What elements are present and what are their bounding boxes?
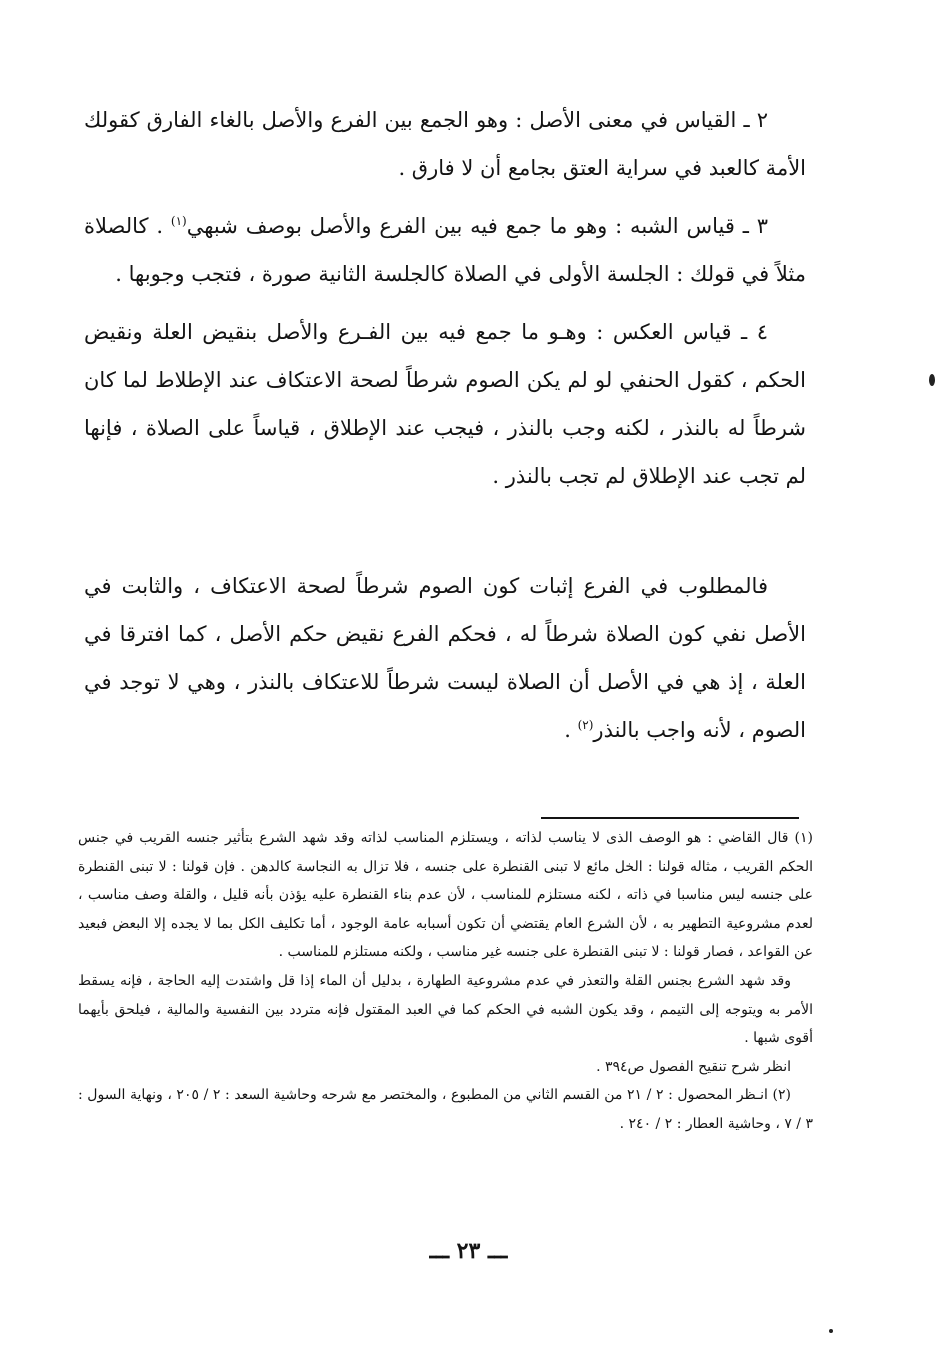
paragraph-text: . <box>564 718 578 742</box>
scan-mark <box>829 1329 833 1333</box>
paragraph-analogy-meaning: ٢ ـ القياس في معنى الأصل : وهو الجمع بين الفرع والأصل بالغاء الفارق كقولك الأمة كالعبد في سراية العتق بجامع أن لا فارق . <box>84 108 806 180</box>
paragraph-analogy-resemblance <box>84 202 806 298</box>
page-number: ـــ ٢٣ ـــ <box>429 1238 508 1264</box>
footnote-divider <box>541 817 799 819</box>
main-text <box>84 96 806 754</box>
paragraph-analogy-reverse: ٤ ـ قياس العكس : وهـو ما جمع فيه بين الفـرع والأصل بنقيض العلة ونقيض الحكم ، كقول الحنفي لو لم يكن الصوم شرطاً لصحة الاعتكاف عند الإطلاط لما كان شرطاً له بالنذر ، لكنه وجب بالنذر ، فيجب عند الإطلاق ، قياساً على الصلاة ، فإنها لم تجب عند الإطلاق لم تجب بالنذر . <box>84 320 806 488</box>
footnote-ref-2[interactable]: (٢) <box>577 718 594 732</box>
paragraph-text: فالمطلوب في الفرع إثبات كون الصوم شرطاً لصحة الاعتكاف ، والثابت في الأصل نفي كون الصلاة شرطاً له ، فحكم الفرع نقيض حكم الأصل ، كما افترقا في العلة ، إذ هي في الأصل أن الصلاة ليست شرطاً للاعتكاف بالنذر ، وهي لا توجد في الصوم ، لأنه واجب بالنذر <box>84 574 806 742</box>
paragraph-text: ٣ ـ قياس الشبه : وهو ما جمع فيه بين الفرع والأصل بوصف شبهي <box>186 214 768 238</box>
paragraph-text: . كالصلاة مثلاً في قولك : الجلسة الأولى في الصلاة كالجلسة الثانية صورة ، فتجب وجوبها . <box>84 214 806 286</box>
footnote-1-continued: وقد شهد الشرع بجنس القلة والتعذر في عدم مشروعية الطهارة ، بدليل أن الماء إذا قل واشتدت إليه الحاجة ، فإنه يسقط الأمر به ويتوجه إلى التيمم ، وقد يكون الشبه في الحكم كما في العبد المقتول فإنه متردد بين النفسية والمالية ، فيلحق بأيهما أقوى شبها . <box>78 972 813 1047</box>
footnotes <box>78 824 813 1139</box>
footnote-1-reference: انظر شرح تنقيح الفصول ص٣٩٤ . <box>596 1058 791 1075</box>
footnote-ref-1[interactable]: (١) <box>170 214 187 228</box>
footnote-2: (٢) انـظر المحصول : ٢ / ٢١ من القسم الثاني من المطبوع ، والمختصر مع شرحه وحاشية السعد : ٢ / ٢٠٥ ، ونهاية السول : ٣ / ٧ ، وحاشية العطار : ٢ / ٢٤٠ . <box>78 1087 813 1132</box>
paragraph-conclusion <box>84 562 806 754</box>
scan-mark <box>929 374 935 386</box>
footnote-1: (١) قال القاضي : هو الوصف الذى لا يناسب لذاته ، ويستلزم المناسب لذاته وقد شهد الشرع بتأثير جنسه القريب في جنس الحكم القريب ، مثاله قولنا : الخل مائع لا تبنى القنطرة على جنسه ، فلا تزال به النجاسة كالدهن . فإن قولنا : لا تبنى القنطرة على جنسه ليس مناسبا في ذاته ، لكنه مستلزم للمناسب ، لأن عدم بناء القنطرة عليه يؤذن بأنه قليل ، والقلة وصف مناسب ، لعدم مشروعية التطهير به ، لأن الشرع العام يقتضي أن تكون أسبابه عامة الوجود ، أما تكليف الكل بما لا يجده إلا البعض فبعيد عن القواعد ، فصار قولنا : لا تبنى القنطرة على جنسه غير مناسب ، ولكنه مستلزم للمناسب . <box>78 830 814 961</box>
